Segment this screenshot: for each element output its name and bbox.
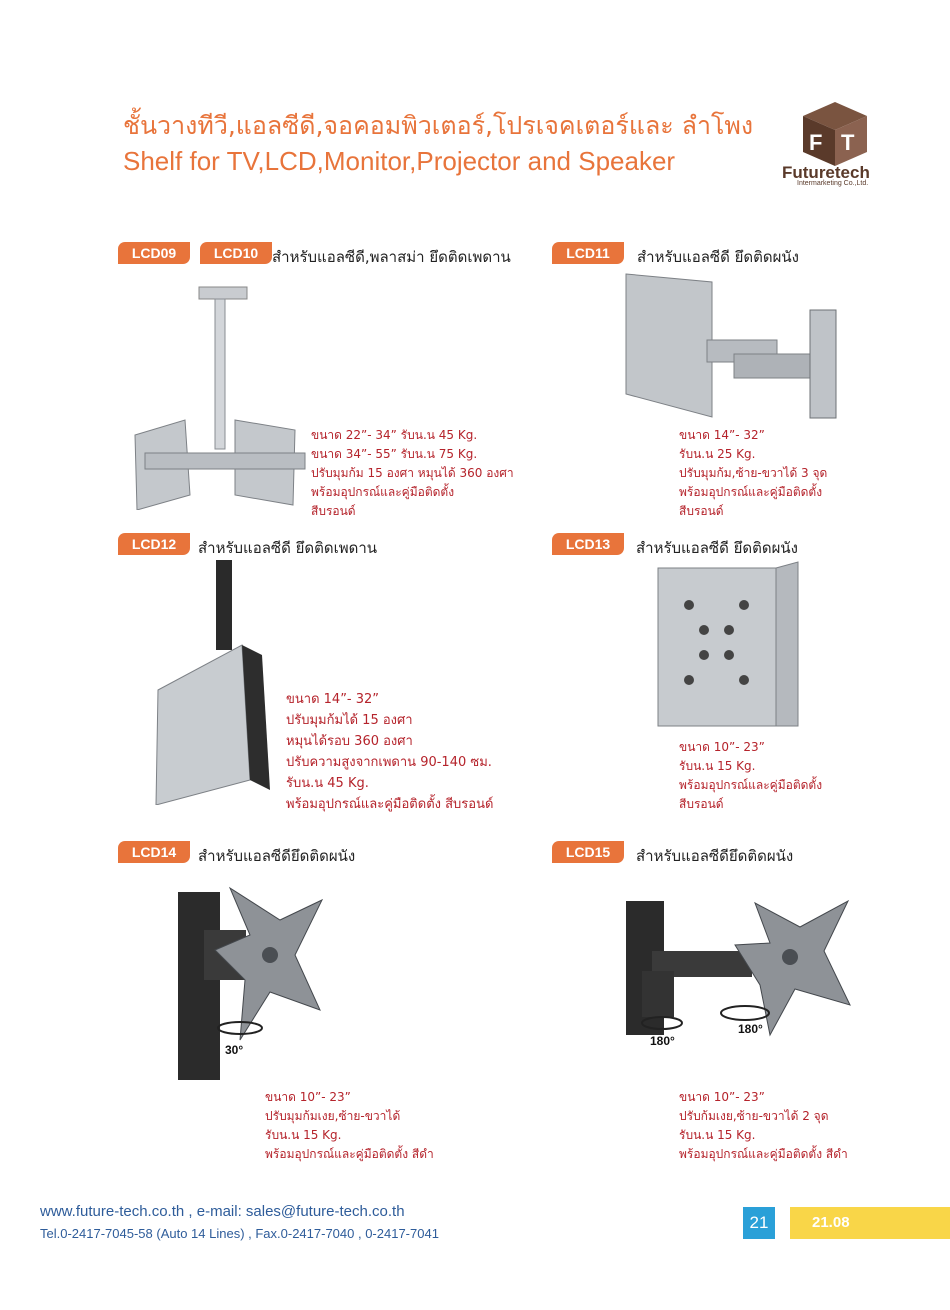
lcd13-spec-line: ขนาด 10”- 23” [679, 740, 765, 754]
badge-lcd15: LCD15 [552, 841, 624, 863]
lcd0910-spec-line: ปรับมุมก้ม 15 องศา หมุนได้ 360 องศา [311, 466, 514, 480]
footer-phone-fax: Tel.0-2417-7045-58 (Auto 14 Lines) , Fax.0-2417-7040 , 0-2417-7041 [40, 1226, 439, 1241]
lcd15-spec-line: พร้อมอุปกรณ์และคู่มือติดตั้ง สีดำ [679, 1147, 848, 1161]
badge-lcd09: LCD09 [118, 242, 190, 264]
lcd14-spec-line: พร้อมอุปกรณ์และคู่มือติดตั้ง สีดำ [265, 1147, 434, 1161]
lcd12-heading: สำหรับแอลซีดี ยึดติดเพดาน [198, 539, 378, 557]
lcd13-spec-line: พร้อมอุปกรณ์และคู่มือติดตั้ง [679, 778, 823, 792]
lcd15-spec-line: ขนาด 10”- 23” [679, 1090, 765, 1104]
lcd11-specs [679, 426, 827, 521]
lcd0910-ceiling-mount-image [125, 285, 315, 510]
lcd14-heading: สำหรับแอลซีดียึดติดผนัง [198, 847, 356, 865]
logo-name: Futuretech [782, 163, 870, 182]
lcd15-swing-arm-image [620, 885, 860, 1050]
lcd0910-heading: สำหรับแอลซีดี,พลาสม่า ยึดติดเพดาน [272, 248, 511, 266]
lcd0910-spec-line: พร้อมอุปกรณ์และคู่มือติดตั้ง [311, 485, 455, 499]
lcd11-wall-arm-image [622, 272, 842, 422]
lcd15-spec-line: รับน.น 15 Kg. [679, 1128, 756, 1142]
lcd11-spec-line: สีบรอนด์ [679, 504, 724, 518]
lcd11-spec-line: รับน.น 25 Kg. [679, 447, 756, 461]
lcd13-heading: สำหรับแอลซีดี ยึดติดผนัง [636, 539, 798, 557]
page-title-english: Shelf for TV,LCD,Monitor,Projector and Speaker [123, 146, 676, 176]
badge-lcd14: LCD14 [118, 841, 190, 863]
lcd13-specs [679, 738, 822, 814]
lcd11-heading: สำหรับแอลซีดี ยึดติดผนัง [637, 248, 799, 266]
footer-web-email: www.future-tech.co.th , e-mail: sales@future-tech.co.th [40, 1203, 405, 1220]
lcd15-specs [679, 1088, 848, 1164]
badge-lcd13: LCD13 [552, 533, 624, 555]
lcd15-heading: สำหรับแอลซีดียึดติดผนัง [636, 847, 794, 865]
lcd0910-spec-line: สีบรอนด์ [311, 504, 356, 518]
lcd13-spec-line: สีบรอนด์ [679, 797, 724, 811]
lcd11-spec-line: พร้อมอุปกรณ์และคู่มือติดตั้ง [679, 485, 823, 499]
lcd12-spec-line: ขนาด 14”- 32” [286, 692, 380, 707]
lcd14-spec-line: ขนาด 10”- 23” [265, 1090, 351, 1104]
lcd12-spec-line: ปรับมุมก้มได้ 15 องศา [286, 713, 413, 728]
lcd0910-spec-line: ขนาด 34”- 55” รับน.น 75 Kg. [311, 447, 478, 461]
lcd11-spec-line: ขนาด 14”- 32” [679, 428, 765, 442]
svg-text:F: F [809, 130, 823, 155]
lcd0910-specs [311, 426, 514, 521]
lcd15-spec-line: ปรับก้มเงย,ซ้าย-ขวาได้ 2 จุด [679, 1109, 829, 1123]
lcd12-spec-line: รับน.น 45 Kg. [286, 776, 369, 791]
page-title-thai: ชั้นวางทีวี,แอลซีดี,จอคอมพิวเตอร์,โปรเจคเตอร์และ ลำโพง [123, 111, 754, 140]
lcd14-rotation-label: 30° [225, 1043, 244, 1057]
logo-subtitle: Intermarketing Co.,Ltd. [797, 180, 869, 187]
lcd12-spec-line: หมุนได้รอบ 360 องศา [286, 734, 413, 749]
lcd14-spec-line: รับน.น 15 Kg. [265, 1128, 342, 1142]
lcd15-rotation-label-right: 180° [738, 1022, 763, 1036]
lcd13-wall-plate-image [654, 560, 804, 735]
lcd0910-spec-line: ขนาด 22”- 34” รับน.น 45 Kg. [311, 428, 478, 442]
badge-lcd11: LCD11 [552, 242, 624, 264]
lcd12-specs [286, 689, 493, 815]
lcd14-wall-mount-image [170, 870, 330, 1085]
lcd12-spec-line: ปรับความสูงจากเพดาน 90-140 ซม. [286, 755, 492, 770]
page-number-badge: 21 [743, 1207, 775, 1239]
lcd12-spec-line: พร้อมอุปกรณ์และคู่มือติดตั้ง สีบรอนด์ [286, 797, 494, 812]
badge-lcd10: LCD10 [200, 242, 272, 264]
version-bar: 21.08 [790, 1207, 950, 1239]
lcd13-spec-line: รับน.น 15 Kg. [679, 759, 756, 773]
lcd11-spec-line: ปรับมุมก้ม,ซ้าย-ขวาได้ 3 จุด [679, 466, 828, 480]
svg-text:T: T [841, 130, 855, 155]
lcd15-rotation-label-left: 180° [650, 1034, 675, 1048]
lcd14-spec-line: ปรับมุมก้มเงย,ซ้าย-ขวาได้ [265, 1109, 401, 1123]
badge-lcd12: LCD12 [118, 533, 190, 555]
lcd14-specs [265, 1088, 434, 1164]
lcd12-ceiling-mount-image [150, 560, 280, 805]
